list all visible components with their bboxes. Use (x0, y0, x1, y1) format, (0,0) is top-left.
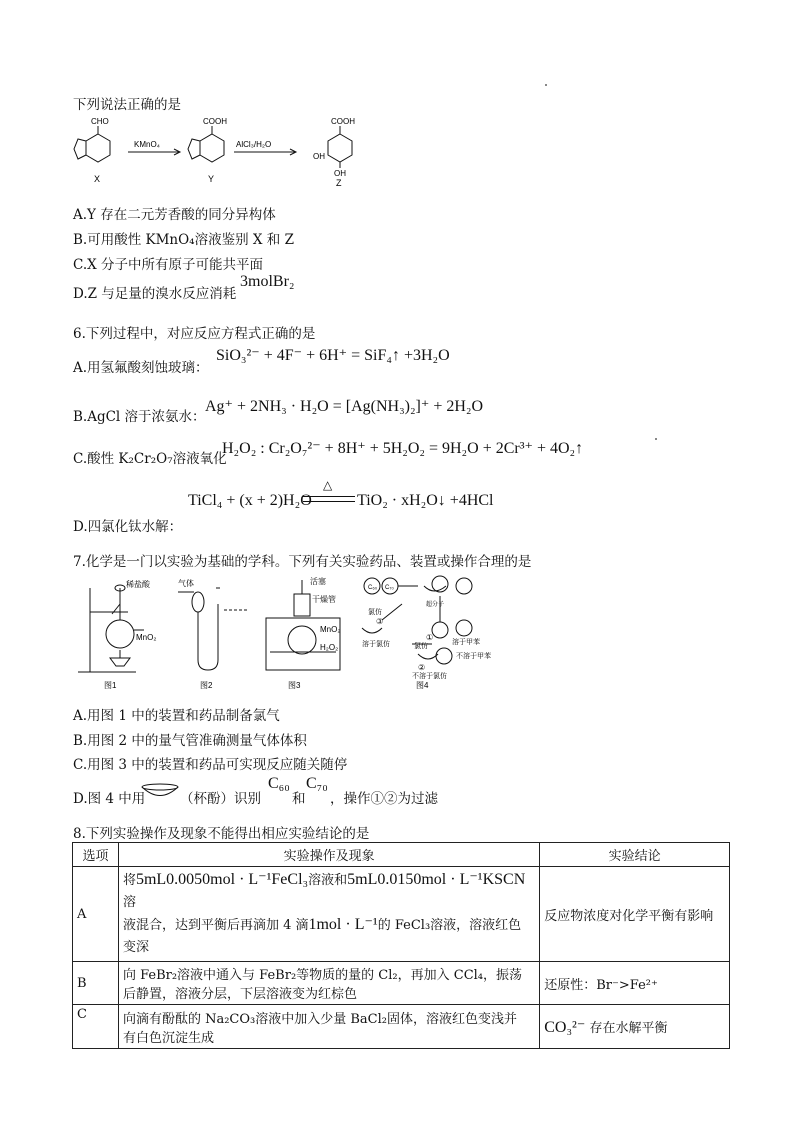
q5-option-b: B.可用酸性 KMnO₄溶液鉴别 X 和 Z (73, 232, 294, 248)
q6-option-d: D.四氯化钛水解： (73, 519, 183, 535)
header-operation: 实验操作及现象 (118, 843, 539, 867)
fig4-step1: ① (426, 633, 434, 642)
fig4-dis-tol: 溶于甲苯 (452, 639, 480, 646)
reagent-kmno4: KMnO₄ (134, 140, 160, 149)
z-oh-bottom: OH (334, 169, 346, 178)
molecule-y (188, 126, 224, 162)
row-c-operation: 向滴有酚酞的 Na₂CO₃溶液中加入少量 BaCl₂固体，溶液红色变浅并 有白色沉淀生成 (118, 1005, 539, 1049)
row-a-option: A (73, 867, 119, 962)
fig4-sup: 超分子 (426, 602, 445, 608)
fig4-step2: ② (418, 663, 426, 672)
q6-option-d-eq-left: TiCl₄ + (x + 2)H₂O (188, 492, 312, 509)
q7-option-d-c70: C₇₀ (306, 775, 328, 792)
reagent-alcl3: AlCl₃/H₂O (236, 140, 272, 149)
row-a-operation: 将5mL0.0050mol · L⁻¹FeCl₃溶液和5mL0.0150mol · L⁻¹KSCN溶 液混合，达到平衡后再滴加 4 滴1mol · L⁻¹的 FeCl₃溶液，溶液红色 变深 (118, 867, 539, 962)
q7-figures (72, 574, 512, 692)
q6-option-d-heat: △ (323, 478, 333, 492)
scan-speck (545, 84, 547, 86)
row-c-option: C (73, 1005, 119, 1049)
row-a-conclusion: 反应物浓度对化学平衡有影响 (540, 867, 730, 962)
q8-table (72, 842, 730, 1049)
q6-option-d-eq-right: TiO₂ · xH₂O↓ +4HCl (357, 492, 494, 509)
q7-option-d-suffix: ，操作①②为过滤 (330, 791, 438, 807)
fig4-caption: 图4 (416, 681, 429, 690)
label-y: Y (208, 174, 215, 184)
calixarene-bowl-icon (140, 782, 180, 802)
q6-option-a: A.用氢氟酸刻蚀玻璃： (73, 360, 209, 376)
q5-option-d: D.Z 与足量的溴水反应消耗 (73, 286, 237, 302)
q7-option-d-c60: C₆₀ (268, 775, 290, 792)
fig4-dis-cf: 溶于氯仿 (362, 641, 390, 648)
q6-option-b-equation: Ag⁺ + 2NH₃ · H₂O = [Ag(NH₃)₂]⁺ + 2H₂O (205, 398, 484, 415)
fig3-valve-label: 活塞 (310, 577, 326, 586)
q6-stem: 6.下列过程中，对应反应方程式正确的是 (73, 326, 316, 342)
q7-option-c: C.用图 3 中的装置和药品可实现反应随关随停 (73, 757, 348, 773)
fig3-drytube-label: 干燥管 (312, 595, 336, 604)
x-group: CHO (91, 117, 109, 126)
q8-stem: 8.下列实验操作及现象不能得出相应实验结论的是 (73, 826, 370, 842)
label-z: Z (336, 178, 342, 188)
fig1-mno2-label: MnO₂ (136, 633, 157, 642)
q7-stem: 7.化学是一门以实验为基础的学科。下列有关实验药品、装置或操作合理的是 (73, 554, 532, 570)
q5-option-d-formula: 3molBr₂ (240, 273, 295, 290)
arrow2 (234, 149, 296, 155)
arrow1 (128, 149, 180, 155)
z-group: COOH (331, 117, 355, 126)
q6-option-c: C.酸性 K₂Cr₂O₇溶液氧化 (73, 451, 227, 467)
row-c-conclusion: CO₃²⁻ 存在水解平衡 (540, 1005, 730, 1049)
q6-option-b: B.AgCl 溶于浓氨水： (73, 409, 206, 425)
fig4-c60: C₆₀ (368, 585, 378, 591)
fig4-insol-tol: 不溶于甲苯 (456, 653, 491, 660)
q7-option-a: A.用图 1 中的装置和药品制备氯气 (73, 708, 280, 724)
q7-option-d-mid: （杯酚）识别 (180, 791, 261, 807)
header-conclusion: 实验结论 (540, 843, 730, 867)
q6-option-d-equals (303, 496, 355, 502)
fig4-c70: C₇₀ (385, 585, 394, 591)
scan-speck (655, 438, 657, 440)
fig1-hcl-label: 稀盐酸 (126, 580, 150, 589)
fig4-chloroform2: 氯仿 (414, 643, 428, 650)
figure2-apparatus (178, 588, 248, 670)
table-row-b (73, 962, 730, 1005)
q7-option-b: B.用图 2 中的量气管准确测量气体体积 (73, 733, 307, 749)
fig2-gas-label: 气体 (178, 579, 194, 588)
table-row-a (73, 867, 730, 962)
header-option: 选项 (73, 843, 119, 867)
q7-option-d-prefix: D.图 4 中用 (73, 791, 146, 807)
q6-option-c-equation: H₂O₂ : Cr₂O₇²⁻ + 8H⁺ + 5H₂O₂ = 9H₂O + 2Cr³⁺ + 4O₂↑ (222, 440, 584, 457)
row-b-conclusion: 还原性：Br⁻>Fe²⁺ (540, 962, 730, 1005)
table-row-c (73, 1005, 730, 1049)
q7-option-d-and: 和 (292, 791, 306, 807)
fig3-h2o2-label: H₂O₂ (320, 643, 339, 652)
fig4-step3: ③ (376, 617, 384, 626)
table-header-row (73, 843, 730, 867)
q5-option-a: A.Y 存在二元芳香酸的同分异构体 (73, 207, 276, 223)
molecule-z (328, 126, 352, 168)
fig1-caption: 图1 (104, 681, 117, 690)
row-b-operation: 向 FeBr₂溶液中通入与 FeBr₂等物质的量的 Cl₂，再加入 CCl₄，振荡 后静置，溶液分层，下层溶液变为红棕色 (118, 962, 539, 1005)
y-group: COOH (203, 117, 227, 126)
q5-option-c: C.X 分子中所有原子可能共平面 (73, 257, 264, 273)
q5-reaction-scheme (68, 112, 408, 194)
label-x: X (94, 174, 101, 184)
fig3-caption: 图3 (288, 681, 301, 690)
q5-stem: 下列说法正确的是 (73, 97, 181, 113)
fig4-insol-cf: 不溶于氯仿 (412, 673, 447, 680)
z-oh-left: OH (313, 152, 325, 161)
fig2-caption: 图2 (200, 681, 213, 690)
fig3-mno2-label: MnO₂ (320, 625, 341, 634)
molecule-x (74, 126, 110, 162)
q6-option-a-equation: SiO₃²⁻ + 4F⁻ + 6H⁺ = SiF₄↑ +3H₂O (216, 347, 450, 364)
figure1-apparatus (78, 585, 144, 672)
fig4-chloroform: 氯仿 (368, 609, 382, 616)
row-b-option: B (73, 962, 119, 1005)
